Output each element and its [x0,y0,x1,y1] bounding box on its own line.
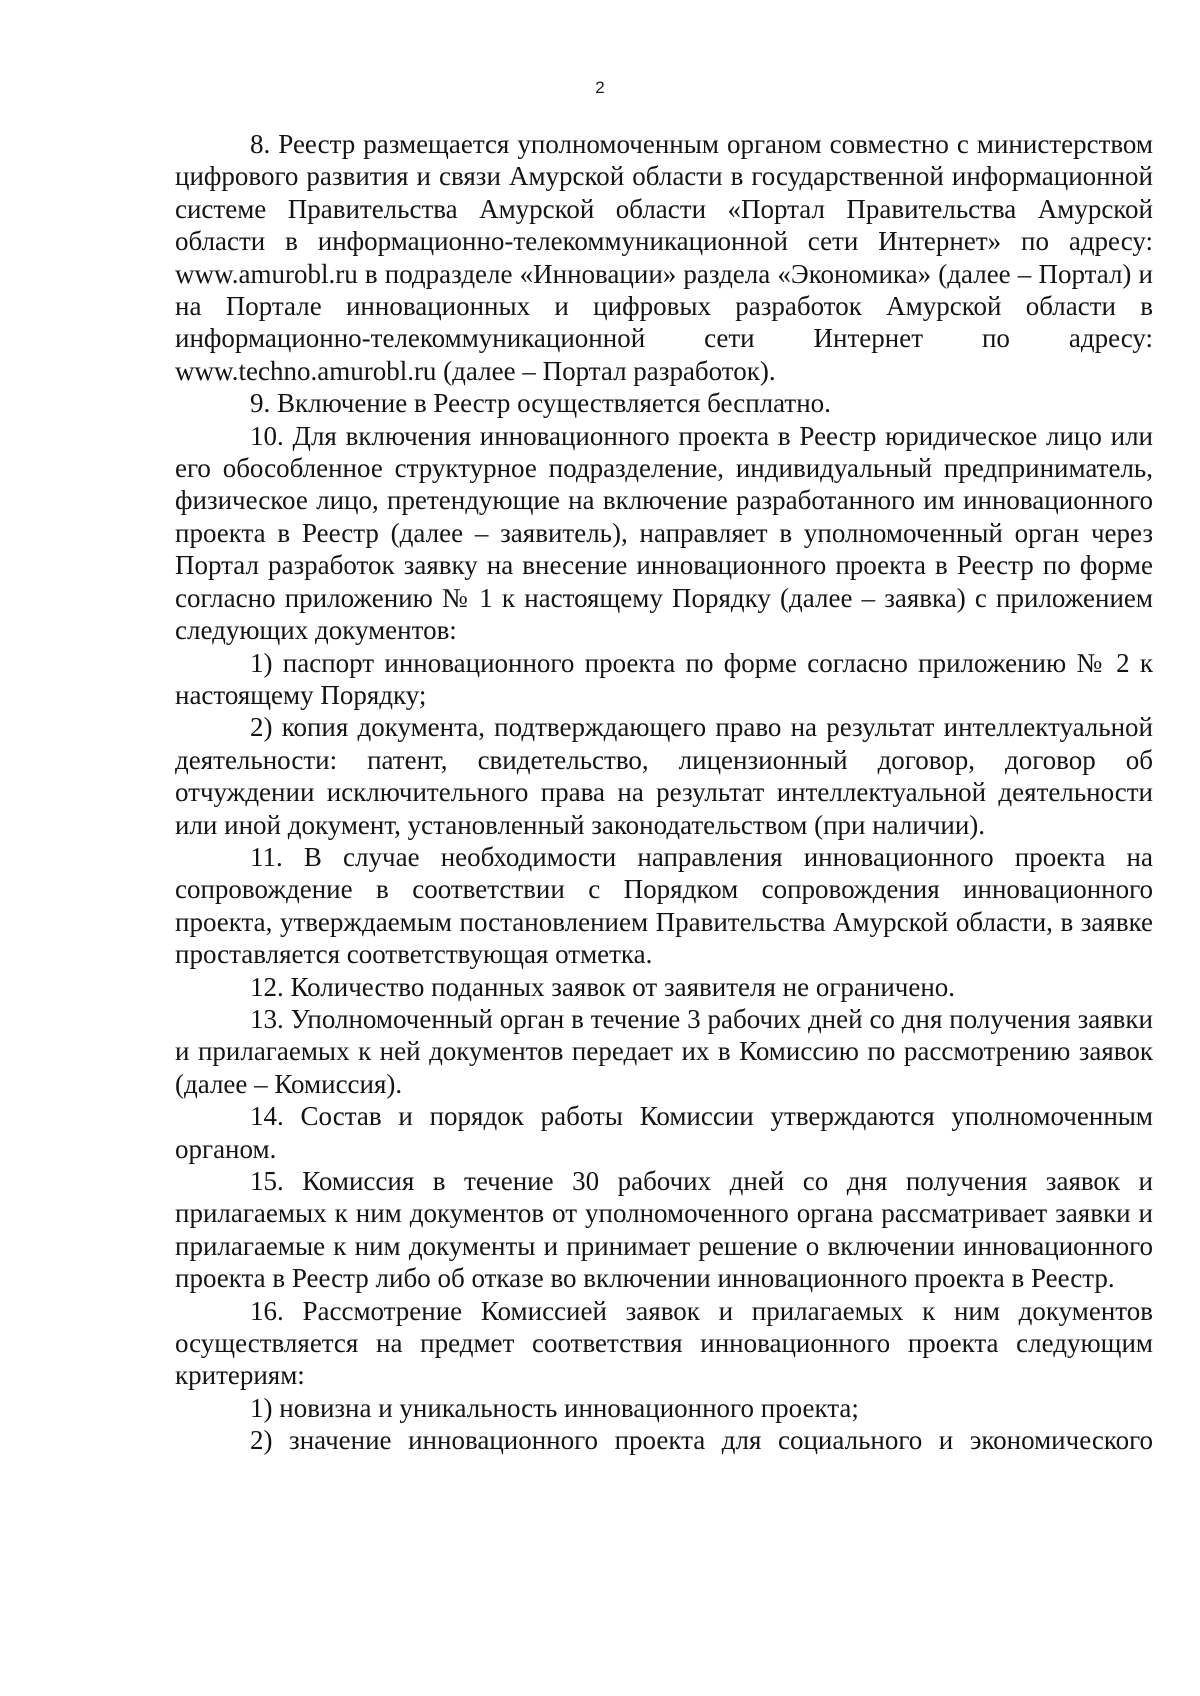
paragraph-13: 13. Уполномоченный орган в течение 3 рабочих дней со дня получения заявки и прилагаемых к ней документов передает их в Комиссию по рассмотрению заявок (далее – Комиссия). [175,1003,1153,1099]
paragraph-15: 15. Комиссия в течение 30 рабочих дней со дня получения заявок и прилагаемых к ним документов от уполномоченного органа рассматривает заявки и прилагаемые к ним документы и принимает решение о включении инновационного проекта в Реестр либо об отказе во включении инновационного проекта в Реестр. [175,1166,1153,1294]
paragraph-8: 8. Реестр размещается уполномоченным органом совместно с министерством цифрового развития и связи Амурской области в государственной информационной системе Правительства Амурской области «Портал Правительства Амурской области в информационно-телекоммуникационной сети Интернет» по адресу: www.amurobl.ru в подразделе «Инновации» раздела «Экономика» (далее – Портал) и на Портале инновационных и цифровых разработок Амурской области в информационно-телекоммуникационной сети Интернет по адресу: www.techno.amurobl.ru (далее – Портал разработок). [175,129,1153,386]
criteria-item-1: 1) новизна и уникальность инновационного проекта; [250,1392,859,1423]
paragraph-16: 16. Рассмотрение Комиссией заявок и прилагаемых к ним документов осуществляется на предмет соответствия инновационного проекта следующим критериям: [175,1295,1153,1391]
paragraph-9: 9. Включение в Реестр осуществляется бесплатно. [250,388,831,419]
list-item-1-passport: 1) паспорт инновационного проекта по форме согласно приложению № 2 к настоящему Порядку; [175,647,1153,710]
page-number: 2 [595,78,605,97]
list-item-2-copy: 2) копия документа, подтверждающего право на результат интеллектуальной деятельности: патент, свидетельство, лицензионный договор, договор об отчуждении исключительного права на результат интеллектуальной деятельности или иной документ, установленный законодательством (при наличии). [175,712,1153,840]
paragraph-14: 14. Состав и порядок работы Комиссии утверждаются уполномоченным органом. [175,1101,1153,1164]
paragraph-12: 12. Количество поданных заявок от заявителя не ограничено. [250,971,956,1002]
paragraph-10: 10. Для включения инновационного проекта в Реестр юридическое лицо или его обособленное структурное подразделение, индивидуальный предприниматель, физическое лицо, претендующие на включение разработанного им инновационного проекта в Реестр (далее – заявитель), направляет в уполномоченный орган через Портал разработок заявку на внесение инновационного проекта в Реестр по форме согласно приложению № 1 к настоящему Порядку (далее – заявка) с приложением следующих документов: [175,420,1153,646]
document-body [175,128,1153,1457]
criteria-item-2: 2) значение инновационного проекта для социального и экономического [250,1425,1153,1456]
paragraph-11: 11. В случае необходимости направления инновационного проекта на сопровождение в соответствии с Порядком сопровождения инновационного проекта, утверждаемым постановлением Правительства Амурской области, в заявке проставляется соответствующая отметка. [175,841,1153,970]
